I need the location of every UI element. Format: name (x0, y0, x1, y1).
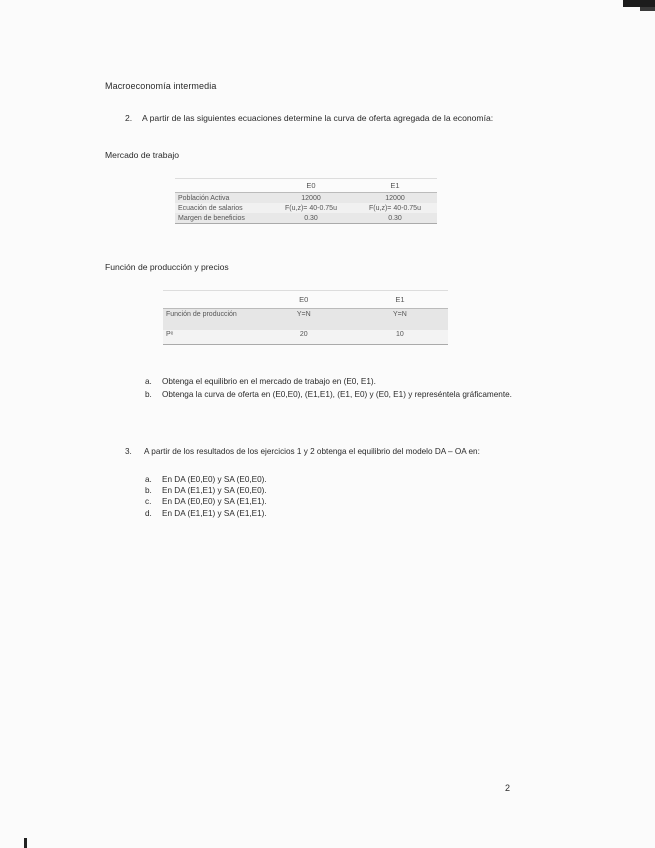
document-header: Macroeconomía intermedia (105, 81, 217, 91)
question-text: A partir de los resultados de los ejercicios 1 y 2 obtenga el equilibrio del modelo DA – OA en: (144, 447, 480, 456)
question-3 (125, 446, 515, 458)
list-item (145, 508, 345, 519)
table-row (163, 309, 448, 331)
production-title: Función de producción y precios (105, 262, 229, 272)
table-cell: Margen de beneficios (175, 213, 269, 224)
table-cell: Ecuación de salarios (178, 204, 243, 212)
table-cell: 0.30 (353, 213, 437, 224)
labor-market-table (175, 178, 437, 224)
table-header-cell: E0 (256, 291, 352, 309)
list-label: d. (145, 508, 152, 518)
page-number: 2 (505, 783, 511, 793)
list-text: En DA (E1,E1) y SA (E1,E1). (162, 508, 267, 518)
question-text: A partir de las siguientes ecuaciones determine la curva de oferta agregada de la economía: (142, 113, 494, 123)
labor-market-title: Mercado de trabajo (105, 150, 180, 160)
list-item (145, 389, 515, 402)
table-header-cell (175, 179, 269, 193)
list-item (145, 474, 345, 485)
question-number: 3. (125, 447, 132, 456)
table-cell: Función de producción (163, 309, 256, 331)
table-cell: 10 (352, 330, 448, 345)
list-text: En DA (E0,E0) y SA (E0,E0). (162, 475, 267, 484)
table-cell: Población Activa (178, 194, 230, 202)
list-text: En DA (E0,E0) y SA (E1,E1). (162, 497, 267, 507)
table-cell: F(u,z)= 40-0.75u (369, 204, 421, 212)
table-cell: 0.30 (269, 213, 353, 224)
list-text: En DA (E1,E1) y SA (E0,E0). (162, 486, 267, 496)
list-label: b. (145, 486, 152, 496)
list-label: b. (145, 389, 152, 399)
table-cell: Y=N (256, 309, 352, 331)
table-header-cell (163, 291, 256, 309)
table-row (175, 203, 437, 213)
table-cell: Y=N (352, 309, 448, 331)
question-number: 2. (125, 113, 133, 123)
scan-corner-mark (623, 0, 655, 7)
table-cell: 12000 (385, 194, 405, 202)
sub-question-list (145, 474, 345, 519)
table-row (175, 213, 437, 224)
table-cell: 12000 (301, 194, 321, 202)
list-item (145, 496, 345, 507)
list-text: Obtenga el equilibrio en el mercado de trabajo en (E0, E1). (162, 377, 376, 386)
list-item (145, 376, 515, 389)
table-header-cell: E1 (352, 291, 448, 309)
table-cell: Pᵉ (163, 330, 256, 345)
list-text: Obtenga la curva de oferta en (E0,E0), (E1,E1), (E1, E0) y (E0, E1) y represéntela gráficamente. (162, 389, 512, 399)
question-2 (125, 113, 517, 124)
table-cell: 20 (256, 330, 352, 345)
table-header-cell: E1 (353, 179, 437, 193)
list-label: a. (145, 475, 152, 484)
table-row (163, 330, 448, 345)
list-item (145, 485, 345, 496)
table-row (175, 193, 437, 204)
scan-edge-mark (24, 838, 27, 848)
sub-question-list (145, 376, 515, 401)
scan-corner-mark (640, 7, 655, 11)
list-label: c. (145, 497, 152, 507)
table-header-cell: E0 (269, 179, 353, 193)
list-label: a. (145, 377, 152, 386)
table-cell: F(u,z)= 40-0.75u (285, 204, 337, 212)
production-table (163, 290, 448, 345)
